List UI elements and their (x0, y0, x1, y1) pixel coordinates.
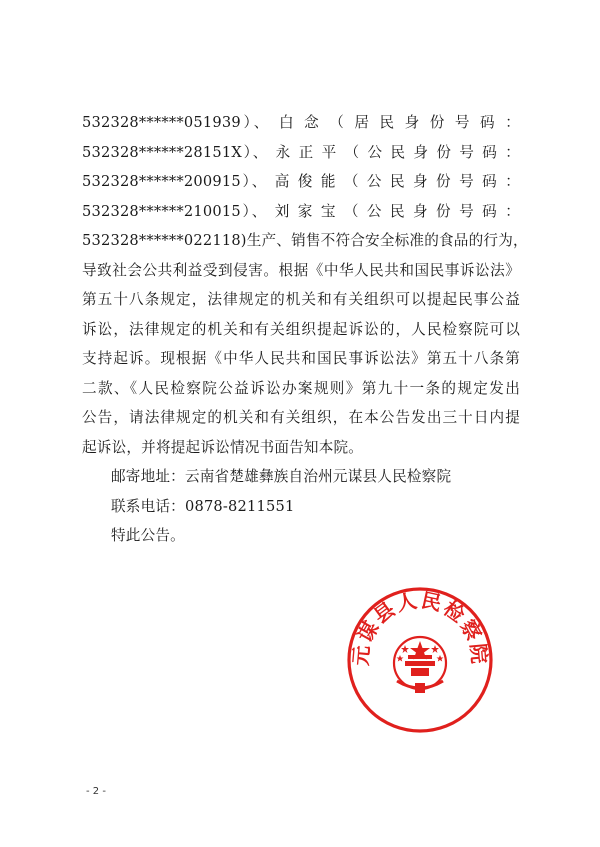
body-line: 532328******210015）、 刘 家 宝 （ 公 民 身 份 号 码 ： (82, 202, 520, 220)
seal-text: 元谋县人民检察院 (348, 587, 492, 667)
closing-statement: 特此公告。 (111, 527, 185, 544)
body-line: 532328******022118)生产、销售不符合安全标准的食品的行为， (82, 232, 528, 249)
page-number: - 2 - (86, 786, 106, 797)
body-line: 诉讼，法律规定的机关和有关组织提起诉讼的，人民检察院可以 (82, 320, 520, 338)
body-line: 第五十八条规定，法律规定的机关和有关组织可以提起民事公益 (82, 291, 520, 308)
body-line: 支持起诉。现根据《中华人民共和国民事诉讼法》第五十八条第 (82, 350, 520, 367)
body-line: 532328******051939）、 白 念 （ 居 民 身 份 号 码 ： (82, 114, 520, 131)
contact-phone: 联系电话：0878-8211551 (111, 497, 295, 515)
document-body (82, 108, 528, 551)
mailing-address: 邮寄地址：云南省楚雄彝族自治州元谋县人民检察院 (111, 468, 452, 485)
body-line: 532328******28151X）、 永 正 平 （ 公 民 身 份 号 码 ： (82, 143, 520, 161)
body-line: 导致社会公共利益受到侵害。根据《中华人民共和国民事诉讼法》 (82, 261, 520, 279)
body-line: 二款、《人民检察院公益诉讼办案规则》第九十一条的规定发出 (82, 379, 520, 397)
national-emblem-icon (394, 637, 446, 693)
body-line: 公告，请法律规定的机关和有关组织，在本公告发出三十日内提 (82, 409, 520, 426)
official-seal-stamp (345, 585, 495, 735)
body-line: 532328******200915）、 高 俊 能 （ 公 民 身 份 号 码 ： (82, 173, 520, 190)
body-line: 起诉讼，并将提起诉讼情况书面告知本院。 (82, 438, 364, 456)
